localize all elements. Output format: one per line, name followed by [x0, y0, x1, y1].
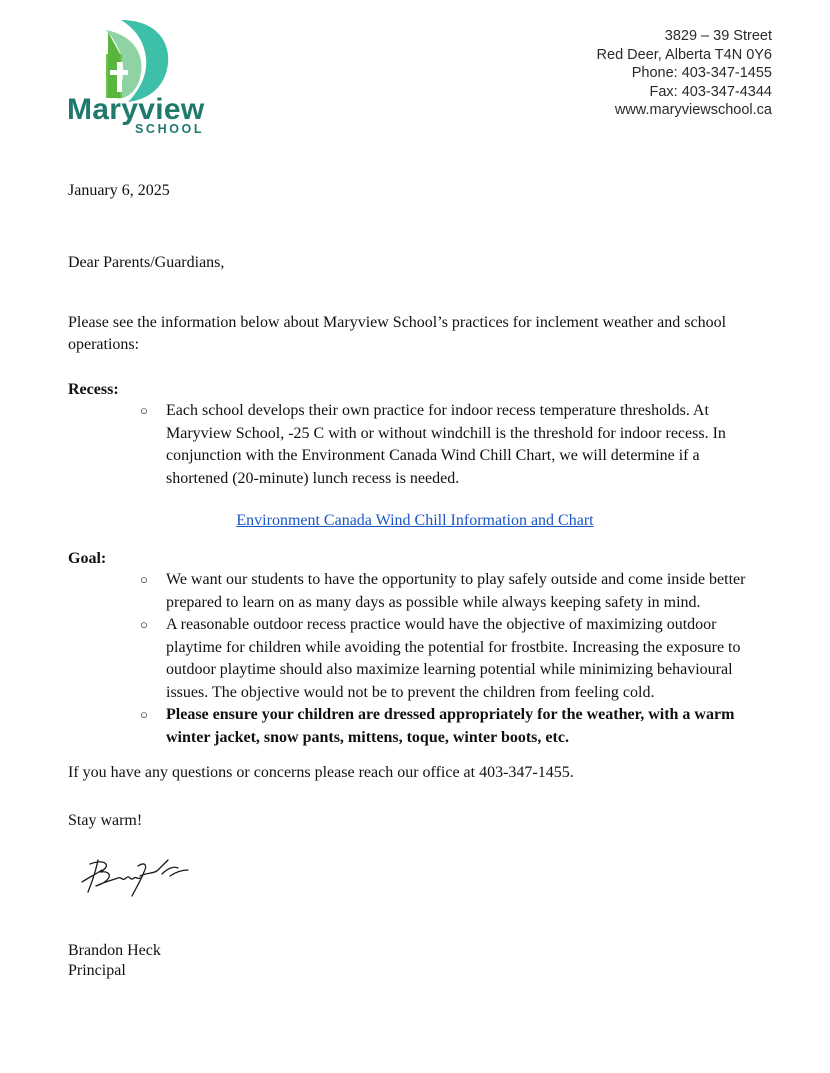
address-city: Red Deer, Alberta T4N 0Y6 [596, 46, 772, 63]
signature-stroke [82, 860, 188, 896]
goal-heading: Goal: [68, 550, 107, 567]
goal-item-text: A reasonable outdoor recess practice would have the objective of maximizing outdoor playtime for children while avoiding the potential for frostbite. Increasing the exposure to outdoor playtime should also maximize learning potential while minimizing behavioural issues. The objective would not be to prevent the children from feeling cold. [166, 616, 741, 701]
list-item [140, 569, 760, 614]
list-item [140, 614, 760, 704]
recess-heading: Recess: [68, 381, 119, 398]
logo-cross-vertical [117, 62, 122, 92]
bullet-icon: ○ [140, 572, 148, 587]
closing-text: Stay warm! [68, 812, 143, 829]
logo-cross-horizontal [110, 70, 128, 75]
intro-paragraph: Please see the information below about Maryview School’s practices for inclement weather and school operations: [68, 314, 727, 353]
bullet-icon: ○ [140, 403, 148, 418]
address-street: 3829 – 39 Street [664, 28, 772, 44]
letter-date: January 6, 2025 [68, 182, 170, 199]
recess-item-text: Each school develops their own practice for indoor recess temperature thresholds. At Maryview School, -25 C with or without windchill is the threshold for indoor recess. In conjunction with the Environment Canada Wind Chill Chart, we will determine if a shortened (20-minute) lunch recess is needed. [166, 402, 726, 487]
goal-item-text: We want our students to have the opportunity to play safely outside and come inside better prepared to learn on as many days as possible while always keeping safety in mind. [166, 571, 746, 611]
signer-block [68, 941, 161, 981]
signer-title: Principal [68, 962, 126, 979]
fax-number: Fax: 403-347-4344 [649, 83, 772, 100]
goal-item-text: Please ensure your children are dressed appropriately for the weather, with a warm winter jacket, snow pants, mittens, toque, winter boots, etc. [166, 706, 735, 746]
logo-sub-text: SCHOOL [135, 122, 205, 136]
bullet-icon: ○ [140, 617, 148, 632]
list-item [140, 400, 760, 490]
phone-number: Phone: 403-347-1455 [631, 65, 772, 82]
website: www.maryviewschool.ca [614, 102, 772, 119]
signer-name: Brandon Heck [68, 942, 161, 959]
wind-chill-link[interactable]: Environment Canada Wind Chill Information and Chart [236, 512, 594, 529]
goal-list [140, 569, 760, 749]
questions-paragraph: If you have any questions or concerns please reach our office at 403-347-1455. [68, 764, 574, 781]
signature-image [78, 852, 193, 902]
link-container [0, 512, 830, 530]
recess-list [140, 400, 760, 490]
logo-name-text: Maryview [67, 93, 205, 126]
address-block [597, 27, 772, 120]
list-item [140, 704, 760, 749]
salutation: Dear Parents/Guardians, [68, 254, 225, 271]
bullet-icon: ○ [140, 707, 148, 722]
